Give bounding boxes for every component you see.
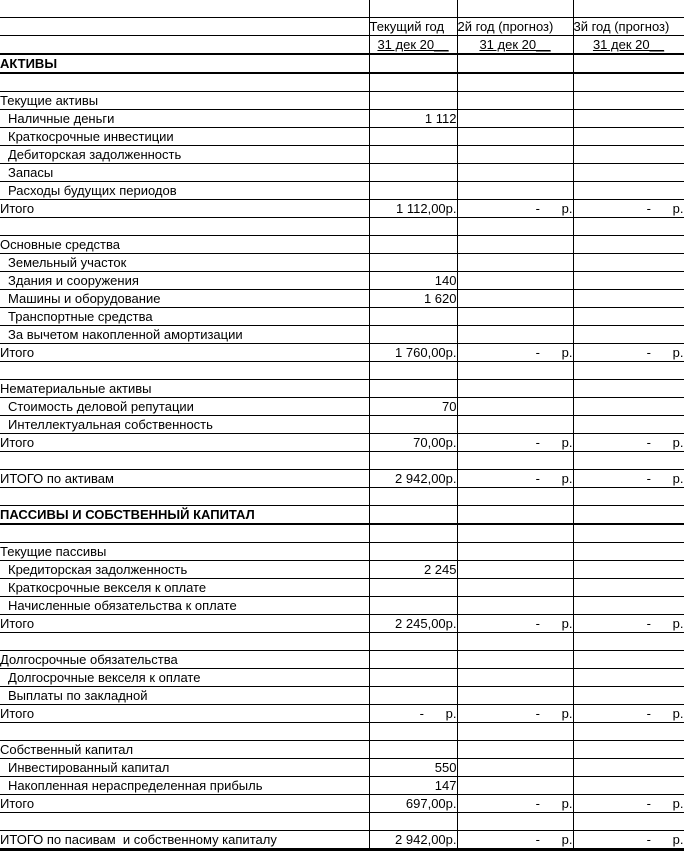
row-label: Итого — [0, 705, 369, 723]
cell-forecast-year3[interactable] — [573, 669, 684, 687]
item-row — [0, 777, 684, 795]
row-label: Краткосрочные инвестиции — [0, 128, 369, 146]
cell-forecast-year2[interactable] — [457, 452, 573, 470]
item-row — [0, 146, 684, 164]
cell-forecast-year2[interactable]: - р. — [457, 434, 573, 452]
item-row — [0, 182, 684, 200]
item-row — [0, 326, 684, 344]
header-row-label — [0, 18, 369, 36]
cell-forecast-year2[interactable] — [457, 561, 573, 579]
row-label: Выплаты по закладной — [0, 687, 369, 705]
grandtotal-row — [0, 831, 684, 850]
row-label — [0, 0, 369, 18]
col-header-year3: 3й год (прогноз) — [573, 18, 684, 36]
cell-current-year[interactable]: 70,00р. — [369, 434, 457, 452]
cell-current-year[interactable] — [369, 597, 457, 615]
row-label: Итого — [0, 200, 369, 218]
row-label — [0, 218, 369, 236]
row-label — [0, 452, 369, 470]
cell-current-year[interactable] — [369, 73, 457, 92]
item-row — [0, 254, 684, 272]
cell-forecast-year3[interactable]: - р. — [573, 470, 684, 488]
cell-current-year[interactable] — [369, 326, 457, 344]
cell-current-year[interactable] — [369, 669, 457, 687]
cell-forecast-year2[interactable] — [457, 128, 573, 146]
row-label: Долгосрочные обязательства — [0, 651, 369, 669]
item-row — [0, 128, 684, 146]
row-label: ИТОГО по пасивам и собственному капиталу — [0, 831, 369, 850]
spacer-row — [0, 362, 684, 380]
cell-forecast-year2[interactable] — [457, 416, 573, 434]
cell-forecast-year3[interactable] — [573, 54, 684, 73]
row-label: Здания и сооружения — [0, 272, 369, 290]
cell-current-year[interactable] — [369, 54, 457, 73]
cell-forecast-year2[interactable] — [457, 92, 573, 110]
datehead-row — [0, 36, 684, 55]
cell-current-year[interactable] — [369, 146, 457, 164]
row-label: Долгосрочные векселя к оплате — [0, 669, 369, 687]
spacer-row — [0, 723, 684, 741]
cell-forecast-year2[interactable] — [457, 506, 573, 525]
row-label: Итого — [0, 615, 369, 633]
cell-current-year[interactable]: 140 — [369, 272, 457, 290]
total-row — [0, 705, 684, 723]
cell-forecast-year3[interactable] — [573, 741, 684, 759]
cell-forecast-year2[interactable] — [457, 73, 573, 92]
cell-forecast-year3[interactable]: - р. — [573, 434, 684, 452]
row-label: Инвестированный капитал — [0, 759, 369, 777]
item-row — [0, 561, 684, 579]
row-label: Наличные деньги — [0, 110, 369, 128]
cell-forecast-year3[interactable] — [573, 92, 684, 110]
grandtotal-row — [0, 470, 684, 488]
spacer-row — [0, 0, 684, 18]
cell-forecast-year2[interactable] — [457, 633, 573, 651]
cell-forecast-year2[interactable] — [457, 741, 573, 759]
row-label: Краткосрочные векселя к оплате — [0, 579, 369, 597]
cell-current-year[interactable] — [369, 813, 457, 831]
cell-forecast-year2[interactable]: - р. — [457, 705, 573, 723]
group-row — [0, 236, 684, 254]
cell-current-year[interactable] — [369, 579, 457, 597]
cell-current-year[interactable]: 2 942,00р. — [369, 831, 457, 850]
cell-current-year[interactable] — [369, 92, 457, 110]
cell-forecast-year3[interactable] — [573, 813, 684, 831]
cell-current-year[interactable] — [369, 0, 457, 18]
cell-forecast-year3[interactable] — [573, 218, 684, 236]
group-row — [0, 543, 684, 561]
item-row — [0, 597, 684, 615]
cell-forecast-year3[interactable] — [573, 488, 684, 506]
cell-current-year[interactable]: 2 245 — [369, 561, 457, 579]
cell-forecast-year3[interactable] — [573, 73, 684, 92]
row-label: Кредиторская задолженность — [0, 561, 369, 579]
item-row — [0, 308, 684, 326]
cell-forecast-year3[interactable]: - р. — [573, 705, 684, 723]
cell-forecast-year2[interactable] — [457, 651, 573, 669]
cell-forecast-year2[interactable] — [457, 326, 573, 344]
row-label: Запасы — [0, 164, 369, 182]
row-label: Дебиторская задолженность — [0, 146, 369, 164]
spacer-row — [0, 218, 684, 236]
cell-current-year[interactable] — [369, 362, 457, 380]
cell-forecast-year2[interactable] — [457, 579, 573, 597]
row-label — [0, 73, 369, 92]
row-label: Интеллектуальная собственность — [0, 416, 369, 434]
cell-current-year[interactable]: 1 760,00р. — [369, 344, 457, 362]
cell-current-year[interactable] — [369, 488, 457, 506]
cell-forecast-year2[interactable] — [457, 813, 573, 831]
cell-current-year[interactable]: 697,00р. — [369, 795, 457, 813]
cell-forecast-year2[interactable] — [457, 272, 573, 290]
item-row — [0, 759, 684, 777]
item-row — [0, 416, 684, 434]
cell-current-year[interactable] — [369, 416, 457, 434]
row-label: Начисленные обязательства к оплате — [0, 597, 369, 615]
cell-current-year[interactable] — [369, 254, 457, 272]
cell-forecast-year3[interactable] — [573, 651, 684, 669]
cell-forecast-year2[interactable] — [457, 669, 573, 687]
cell-current-year[interactable]: 70 — [369, 398, 457, 416]
row-label: Итого — [0, 795, 369, 813]
col-header-year2: 2й год (прогноз) — [457, 18, 573, 36]
item-row — [0, 579, 684, 597]
cell-forecast-year2[interactable] — [457, 524, 573, 543]
row-label — [0, 488, 369, 506]
cell-forecast-year2[interactable] — [457, 290, 573, 308]
col-header-year1: Текущий год — [369, 18, 457, 36]
cell-current-year[interactable] — [369, 651, 457, 669]
cell-forecast-year2[interactable] — [457, 182, 573, 200]
cell-forecast-year3[interactable] — [573, 182, 684, 200]
cell-forecast-year2[interactable] — [457, 236, 573, 254]
cell-forecast-year3[interactable]: - р. — [573, 344, 684, 362]
cell-current-year[interactable] — [369, 128, 457, 146]
cell-forecast-year3[interactable] — [573, 543, 684, 561]
date-subheader-year3: 31 дек 20__ — [573, 36, 684, 55]
cell-current-year[interactable]: 550 — [369, 759, 457, 777]
row-label: Итого — [0, 344, 369, 362]
cell-forecast-year3[interactable] — [573, 597, 684, 615]
total-row — [0, 344, 684, 362]
cell-current-year[interactable]: 1 112 — [369, 110, 457, 128]
cell-forecast-year3[interactable] — [573, 236, 684, 254]
cell-forecast-year2[interactable]: - р. — [457, 470, 573, 488]
cell-forecast-year3[interactable] — [573, 110, 684, 128]
cell-forecast-year3[interactable] — [573, 759, 684, 777]
row-label — [0, 723, 369, 741]
spacer-row — [0, 633, 684, 651]
cell-current-year[interactable] — [369, 380, 457, 398]
cell-forecast-year3[interactable] — [573, 272, 684, 290]
row-label: Стоимость деловой репутации — [0, 398, 369, 416]
cell-forecast-year2[interactable] — [457, 597, 573, 615]
row-label: Текущие активы — [0, 92, 369, 110]
total-row — [0, 795, 684, 813]
cell-forecast-year2[interactable]: - р. — [457, 200, 573, 218]
cell-forecast-year2[interactable] — [457, 759, 573, 777]
cell-forecast-year3[interactable] — [573, 777, 684, 795]
cell-current-year[interactable]: 2 245,00р. — [369, 615, 457, 633]
cell-current-year[interactable] — [369, 182, 457, 200]
spacer-row — [0, 488, 684, 506]
item-row — [0, 110, 684, 128]
section-row — [0, 506, 684, 525]
cell-forecast-year2[interactable] — [457, 380, 573, 398]
row-label: Транспортные средства — [0, 308, 369, 326]
cell-current-year[interactable] — [369, 687, 457, 705]
row-label: Собственный капитал — [0, 741, 369, 759]
cell-current-year[interactable]: 147 — [369, 777, 457, 795]
cell-current-year[interactable] — [369, 723, 457, 741]
date-subheader-year2: 31 дек 20__ — [457, 36, 573, 55]
cell-forecast-year3[interactable] — [573, 164, 684, 182]
cell-current-year[interactable] — [369, 452, 457, 470]
row-label — [0, 524, 369, 543]
row-label: За вычетом накопленной амортизации — [0, 326, 369, 344]
row-label: ПАССИВЫ И СОБСТВЕННЫЙ КАПИТАЛ — [0, 506, 369, 525]
total-row — [0, 615, 684, 633]
cell-current-year[interactable] — [369, 236, 457, 254]
date-subheader-year1: 31 дек 20__ — [369, 36, 457, 55]
row-label: АКТИВЫ — [0, 54, 369, 73]
row-label — [0, 813, 369, 831]
row-label — [0, 633, 369, 651]
cell-forecast-year2[interactable] — [457, 110, 573, 128]
cell-current-year[interactable] — [369, 218, 457, 236]
item-row — [0, 669, 684, 687]
item-row — [0, 290, 684, 308]
row-label: Расходы будущих периодов — [0, 182, 369, 200]
cell-current-year[interactable]: 1 620 — [369, 290, 457, 308]
row-label: ИТОГО по активам — [0, 470, 369, 488]
header-row-label — [0, 36, 369, 55]
cell-forecast-year3[interactable] — [573, 308, 684, 326]
cell-current-year[interactable] — [369, 741, 457, 759]
cell-forecast-year2[interactable] — [457, 687, 573, 705]
colhead-row — [0, 18, 684, 36]
row-label — [0, 362, 369, 380]
cell-current-year[interactable] — [369, 524, 457, 543]
cell-forecast-year3[interactable]: - р. — [573, 615, 684, 633]
cell-forecast-year3[interactable] — [573, 398, 684, 416]
row-label: Итого — [0, 434, 369, 452]
row-label: Земельный участок — [0, 254, 369, 272]
cell-forecast-year3[interactable] — [573, 687, 684, 705]
cell-forecast-year2[interactable] — [457, 488, 573, 506]
cell-forecast-year3[interactable] — [573, 254, 684, 272]
row-label: Машины и оборудование — [0, 290, 369, 308]
spacer-row — [0, 73, 684, 92]
cell-forecast-year2[interactable] — [457, 146, 573, 164]
cell-forecast-year2[interactable]: - р. — [457, 615, 573, 633]
item-row — [0, 272, 684, 290]
cell-current-year[interactable] — [369, 308, 457, 326]
item-row — [0, 164, 684, 182]
cell-forecast-year3[interactable] — [573, 506, 684, 525]
cell-forecast-year2[interactable] — [457, 254, 573, 272]
row-label: Накопленная нераспределенная прибыль — [0, 777, 369, 795]
cell-forecast-year2[interactable] — [457, 308, 573, 326]
group-row — [0, 741, 684, 759]
cell-forecast-year3[interactable] — [573, 128, 684, 146]
cell-forecast-year3[interactable] — [573, 524, 684, 543]
cell-forecast-year3[interactable] — [573, 380, 684, 398]
section-row — [0, 54, 684, 73]
cell-forecast-year3[interactable] — [573, 561, 684, 579]
row-label: Текущие пассивы — [0, 543, 369, 561]
cell-forecast-year3[interactable] — [573, 326, 684, 344]
cell-forecast-year3[interactable]: - р. — [573, 200, 684, 218]
cell-forecast-year3[interactable] — [573, 362, 684, 380]
row-label: Основные средства — [0, 236, 369, 254]
item-row — [0, 398, 684, 416]
cell-current-year[interactable]: - р. — [369, 705, 457, 723]
spacer-row — [0, 452, 684, 470]
total-row — [0, 200, 684, 218]
item-row — [0, 687, 684, 705]
cell-current-year[interactable] — [369, 633, 457, 651]
cell-forecast-year2[interactable] — [457, 218, 573, 236]
cell-current-year[interactable] — [369, 506, 457, 525]
cell-forecast-year3[interactable] — [573, 579, 684, 597]
cell-forecast-year2[interactable]: - р. — [457, 795, 573, 813]
cell-forecast-year3[interactable] — [573, 290, 684, 308]
cell-forecast-year2[interactable]: - р. — [457, 831, 573, 850]
cell-forecast-year3[interactable] — [573, 0, 684, 18]
cell-forecast-year2[interactable] — [457, 543, 573, 561]
cell-forecast-year2[interactable] — [457, 777, 573, 795]
cell-current-year[interactable]: 1 112,00р. — [369, 200, 457, 218]
group-row — [0, 92, 684, 110]
cell-forecast-year3[interactable] — [573, 146, 684, 164]
cell-forecast-year3[interactable] — [573, 723, 684, 741]
total-row — [0, 434, 684, 452]
cell-current-year[interactable] — [369, 543, 457, 561]
cell-forecast-year2[interactable] — [457, 362, 573, 380]
cell-forecast-year3[interactable]: - р. — [573, 831, 684, 850]
group-row — [0, 651, 684, 669]
cell-forecast-year3[interactable]: - р. — [573, 795, 684, 813]
cell-forecast-year2[interactable]: - р. — [457, 344, 573, 362]
cell-forecast-year3[interactable] — [573, 416, 684, 434]
cell-forecast-year2[interactable] — [457, 54, 573, 73]
spacer-row — [0, 524, 684, 543]
row-label: Нематериальные активы — [0, 380, 369, 398]
cell-forecast-year2[interactable] — [457, 398, 573, 416]
cell-forecast-year2[interactable] — [457, 0, 573, 18]
cell-current-year[interactable]: 2 942,00р. — [369, 470, 457, 488]
cell-forecast-year3[interactable] — [573, 633, 684, 651]
group-row — [0, 380, 684, 398]
spacer-row — [0, 813, 684, 831]
cell-forecast-year2[interactable] — [457, 164, 573, 182]
cell-forecast-year2[interactable] — [457, 723, 573, 741]
cell-forecast-year3[interactable] — [573, 452, 684, 470]
cell-current-year[interactable] — [369, 164, 457, 182]
